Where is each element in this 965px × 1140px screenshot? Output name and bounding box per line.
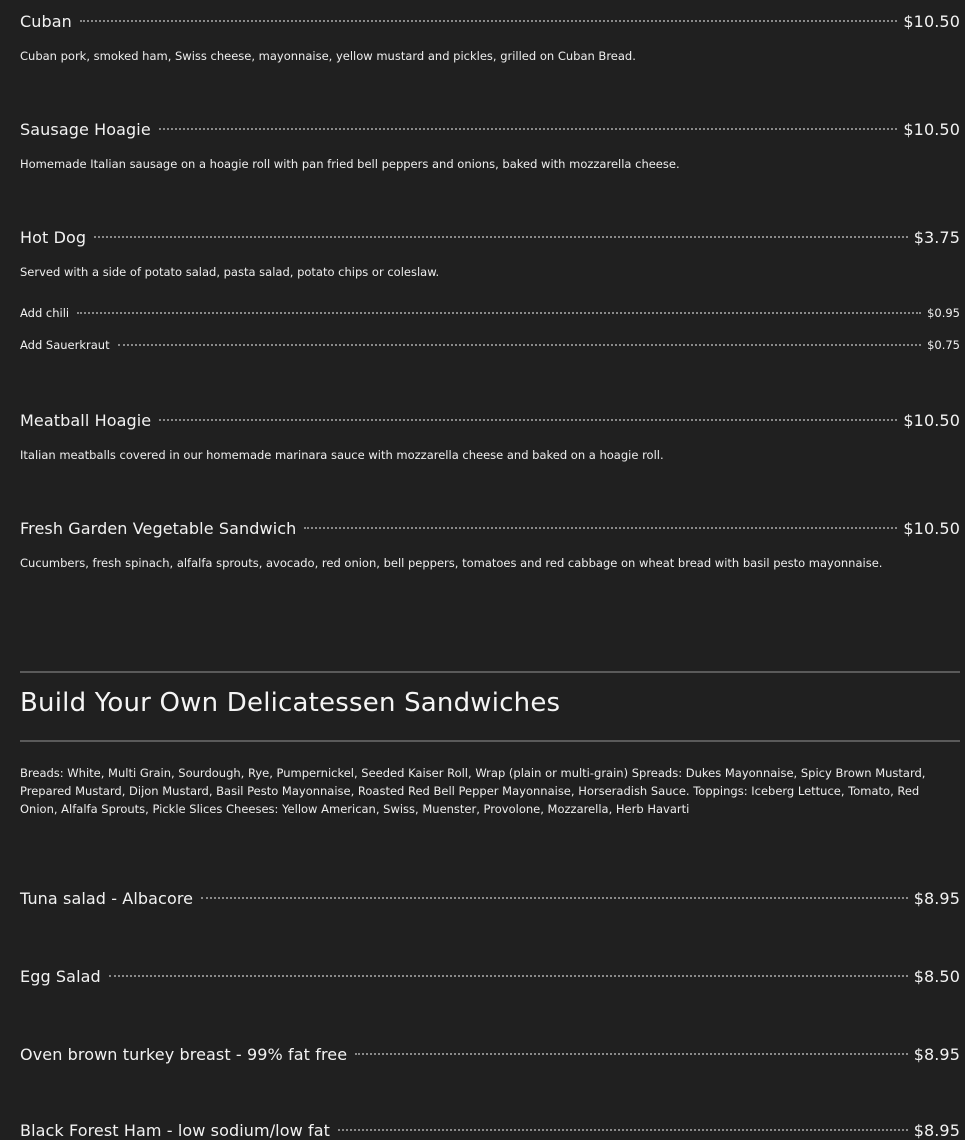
menu-item-cuban: [20, 12, 960, 31]
item-name: Tuna salad - Albacore: [20, 889, 194, 908]
dot-leader: [159, 128, 898, 130]
item-description: Cucumbers, fresh spinach, alfalfa sprouts, avocado, red onion, bell peppers, tomatoes and red cabbage on wheat bread with basil pesto mayonnaise.: [20, 556, 883, 570]
dot-leader: [338, 1129, 908, 1131]
item-price: $10.50: [903, 12, 960, 31]
addon-name: Add Sauerkraut: [20, 338, 110, 352]
menu-item-sausage-hoagie: [20, 120, 960, 139]
item-name: Oven brown turkey breast - 99% fat free: [20, 1045, 348, 1064]
dot-leader: [77, 312, 921, 314]
section-title: Build Your Own Delicatessen Sandwiches: [20, 688, 561, 718]
item-name: Hot Dog: [20, 228, 87, 247]
item-name: Cuban: [20, 12, 72, 31]
item-description: Served with a side of potato salad, pasta salad, potato chips or coleslaw.: [20, 265, 440, 279]
menu-item-black-forest-ham: [20, 1121, 960, 1140]
addon-add-sauerkraut: [20, 338, 960, 352]
item-price: $8.95: [913, 1045, 960, 1064]
dot-leader: [159, 419, 897, 421]
menu-item-tuna-salad: [20, 889, 960, 908]
item-description: Cuban pork, smoked ham, Swiss cheese, mayonnaise, yellow mustard and pickles, grilled on Cuban Bread.: [20, 49, 636, 63]
addon-add-chili: [20, 306, 960, 320]
item-description: Italian meatballs covered in our homemade marinara sauce with mozzarella cheese and baked on a hoagie roll.: [20, 448, 664, 462]
item-price: $10.50: [903, 519, 960, 538]
addon-price: $0.75: [927, 338, 960, 352]
section-description: Breads: White, Multi Grain, Sourdough, Rye, Pumpernickel, Seeded Kaiser Roll, Wrap (plain or multi-grain) Spreads: Dukes Mayonnaise, Spicy Brown Mustard, Prepared Mustard, Dijon Mustard, Basil Pesto Mayonnaise, Roasted Red Bell Pepper Mayonnaise, Horseradish Sauce. Toppings: Iceberg Lettuce, Tomato, Red Onion, Alfalfa Sprouts, Pickle Slices Cheeses: Yellow American, Swiss, Muenster, Provolone, Mozzarella, Herb Havarti: [20, 766, 926, 816]
section-divider-top: [20, 671, 960, 673]
menu-item-hot-dog: [20, 228, 960, 247]
dot-leader: [109, 975, 908, 977]
item-price: $10.50: [903, 411, 960, 430]
addon-name: Add chili: [20, 306, 70, 320]
dot-leader: [94, 236, 908, 238]
dot-leader: [355, 1053, 908, 1055]
item-name: Egg Salad: [20, 967, 101, 986]
menu-item-turkey-breast: [20, 1045, 960, 1064]
item-name: Fresh Garden Vegetable Sandwich: [20, 519, 297, 538]
item-name: Black Forest Ham - low sodium/low fat: [20, 1121, 330, 1140]
dot-leader: [118, 344, 921, 346]
item-price: $8.95: [913, 1121, 960, 1140]
item-price: $8.50: [913, 967, 960, 986]
dot-leader: [201, 897, 908, 899]
item-description: Homemade Italian sausage on a hoagie roll with pan fried bell peppers and onions, baked with mozzarella cheese.: [20, 157, 680, 171]
addon-price: $0.95: [927, 306, 960, 320]
menu-item-fresh-garden-vegetable-sandwich: [20, 519, 960, 538]
menu-item-meatball-hoagie: [20, 411, 960, 430]
section-divider-bottom: [20, 740, 960, 742]
item-name: Sausage Hoagie: [20, 120, 151, 139]
item-name: Meatball Hoagie: [20, 411, 152, 430]
dot-leader: [80, 20, 897, 22]
item-price: $3.75: [913, 228, 960, 247]
menu-item-egg-salad: [20, 967, 960, 986]
item-price: $10.50: [903, 120, 960, 139]
item-price: $8.95: [913, 889, 960, 908]
dot-leader: [304, 527, 897, 529]
